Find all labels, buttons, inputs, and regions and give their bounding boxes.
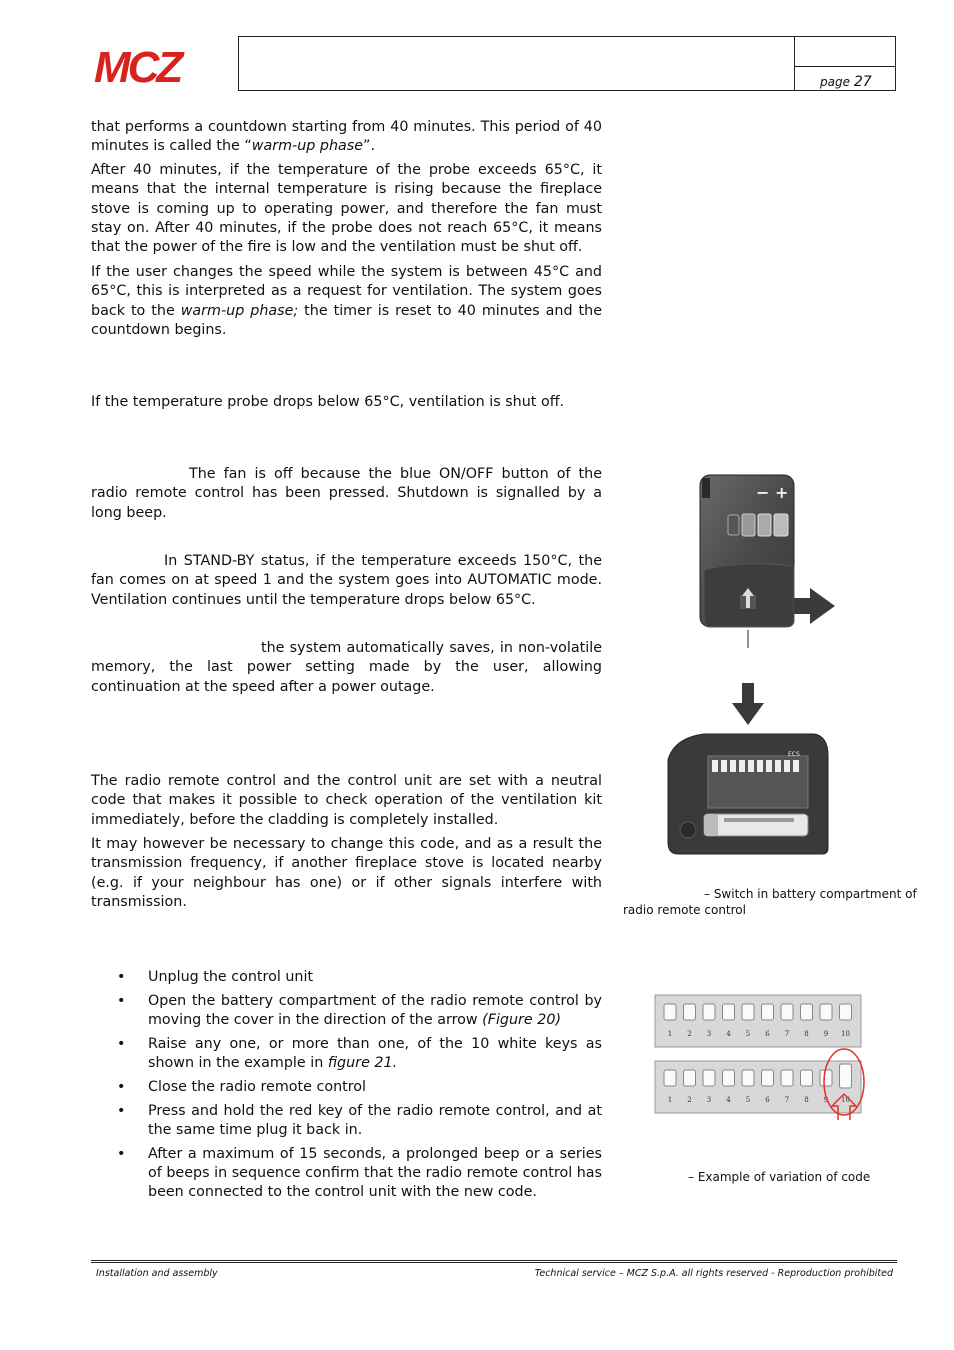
step-text: Open the battery compartment of the radio remote control by moving the cover in the direction of the arrow [148,992,602,1029]
header-divider-horizontal [794,66,896,67]
bullet: • [117,969,126,985]
remote-buttons-label: − + [756,483,789,502]
dip-key [801,1070,813,1086]
emphasis-text: warm-up phase; [180,302,299,319]
dip-key [781,1070,793,1086]
step-text: Raise any one, or more than one, of the 10 white keys as shown in the example in [148,1035,602,1072]
dip-number: 7 [784,1096,790,1104]
dip-number: 6 [765,1030,770,1038]
dip-number: 2 [687,1030,692,1038]
dip-number: 8 [804,1096,809,1104]
figure-21-caption: – Example of variation of code [688,1170,871,1184]
list-item [91,1102,602,1141]
header-divider [794,36,795,91]
dip-key [742,1004,754,1020]
step-emphasis: (Figure 20) [482,1012,562,1029]
paragraph-speed-change [91,263,602,340]
dip-number: 10 [841,1096,850,1104]
dip-number: 9 [823,1030,829,1038]
list-item [91,992,602,1031]
dip-number: 10 [841,1030,850,1038]
dip-key [762,1004,774,1020]
dip-key [742,1070,754,1086]
list-item [91,968,602,987]
dip-key [781,1004,793,1020]
steps-list [91,968,602,1207]
dip-number: 5 [745,1030,751,1038]
bullet: • [117,992,126,1009]
dip-switch-example-icon [654,994,866,1124]
dip-number: 9 [823,1096,829,1104]
dip-number: 1 [667,1030,673,1038]
paragraph-memory: the system automatically saves, in non-volatile memory, the last power setting made by the user, allowing continuation at the speed after a power outage. [91,640,602,695]
step-emphasis: figure 21. [327,1055,398,1072]
dip-number: 2 [687,1096,692,1104]
battery-label: ECS [788,751,800,758]
dip-number: 8 [804,1030,809,1038]
step-text: Close the radio remote control [148,1078,367,1095]
dip-number: 4 [726,1096,731,1104]
dip-key [684,1070,696,1086]
page-number-value: 27 [853,74,872,90]
dip-key [703,1004,715,1020]
dip-key [820,1070,832,1086]
footer-left: Installation and assembly [96,1268,218,1279]
emphasis-text: warm-up phase [251,138,364,155]
step-text: Press and hold the red key of the radio remote control, and at the same time plug it back in. [148,1102,602,1139]
bullet: • [117,1145,126,1162]
paragraph-standby: In STAND-BY status, if the temperature exceeds 150°C, the fan comes on at speed 1 and the system goes into AUTOMATIC mode. Ventilation continues until the temperature drops below 65°C. [91,553,602,608]
dip-key [840,1064,852,1088]
step-text: Unplug the control unit [148,969,314,985]
paragraph-after-40-min: After 40 minutes, if the temperature of the probe exceeds 65°C, it means that the internal temperature is rising because the fireplace stove is coming up to operating power, and therefore the fan must stay on. After 40 minutes, if the probe does not reach 65°C, it means that the power of the fire is low and the ventilation must be shut off. [91,162,602,256]
bullet: • [117,1102,126,1119]
dip-key [820,1004,832,1020]
down-arrow-icon [730,683,766,725]
dip-number: 3 [706,1030,712,1038]
paragraph-text: ”. [363,138,375,155]
list-item [91,1078,602,1097]
page-label: page [820,75,850,89]
paragraph-fan-off: The fan is off because the blue ON/OFF button of the radio remote control has been pressed. Shutdown is signalled by a long beep. [91,466,602,521]
footer-rule [91,1260,897,1263]
dip-key [684,1004,696,1020]
paragraph-text: the timer is reset to 40 minutes and the countdown begins. [91,302,602,338]
dip-number: 7 [784,1030,790,1038]
dip-key [840,1004,852,1020]
down-arrow [730,683,766,725]
bullet: • [117,1078,126,1095]
logo [92,44,232,86]
step-text: After a maximum of 15 seconds, a prolonged beep or a series of beeps in sequence confirm that the radio remote control has been connected to the control unit with the new code. [148,1145,602,1201]
remote-control-icon [690,470,840,650]
footer-right: Technical service – MCZ S.p.A. all rights reserved - Reproduction prohibited [534,1268,893,1279]
paragraph-text: If the user changes the speed while the system is between 45°C and 65°C, this is interpreted as a request for ventilation. The system goes back to the [91,264,602,319]
list-item [91,1145,602,1203]
paragraph-text: that performs a countdown starting from 40 minutes. This period of 40 minutes is called the “ [91,119,602,155]
dip-number: 5 [745,1096,751,1104]
header-box [238,36,896,91]
logo-text: MCZ [94,44,181,86]
figure-20-caption-line1: – Switch in battery compartment of [704,887,917,901]
figure-20-caption-line2: radio remote control [623,903,746,917]
dip-key [664,1004,676,1020]
paragraph-warm-up [91,118,602,157]
dip-switch-example-figure [654,994,866,1124]
dip-number: 3 [706,1096,712,1104]
dip-key [801,1004,813,1020]
paragraph-change-code: It may however be necessary to change this code, and as a result the transmission frequency, if another fireplace stove is located nearby (e.g. if your neighbour has one) or if other signals interfere with transmission. [91,836,602,910]
paragraph-probe-drop: If the temperature probe drops below 65°C, ventilation is shut off. [91,394,565,410]
battery-compartment-figure [664,730,832,858]
page-number [820,74,872,90]
dip-number: 1 [667,1096,673,1104]
dip-number: 4 [726,1030,731,1038]
dip-key [664,1070,676,1086]
dip-key [723,1070,735,1086]
dip-number: 6 [765,1096,770,1104]
paragraph-neutral-code: The radio remote control and the control unit are set with a neutral code that makes it possible to check operation of the ventilation kit immediately, before the cladding is completely installed. [91,773,602,828]
mcz-logo-icon [92,44,232,86]
dip-key [762,1070,774,1086]
list-item [91,1035,602,1074]
dip-key [723,1004,735,1020]
battery-compartment-icon [664,730,832,858]
bullet: • [117,1035,126,1052]
remote-control-figure [690,470,840,650]
dip-key [703,1070,715,1086]
